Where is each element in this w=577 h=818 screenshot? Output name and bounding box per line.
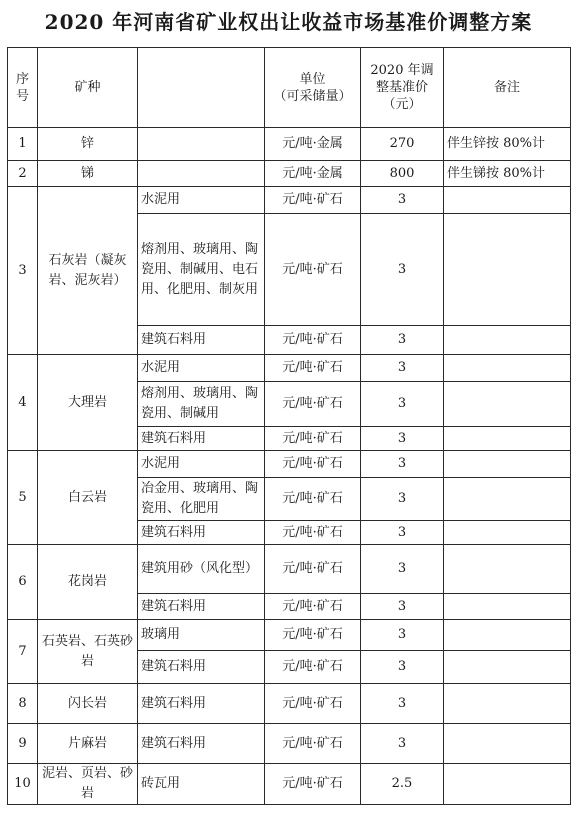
note-cell xyxy=(444,451,571,478)
usage-cell: 水泥用 xyxy=(138,355,265,382)
unit-cell: 元/吨·矿石 xyxy=(265,451,361,478)
note-cell xyxy=(444,620,571,651)
unit-cell: 元/吨·金属 xyxy=(265,128,361,161)
unit-cell: 元/吨·矿石 xyxy=(265,427,361,451)
usage-cell: 建筑石料用 xyxy=(138,326,265,355)
header-unit: 单位 （可采储量） xyxy=(265,48,361,128)
table-row xyxy=(8,355,571,382)
table-row xyxy=(8,451,571,478)
note-cell xyxy=(444,214,571,326)
mineral-name: 锌 xyxy=(38,128,138,161)
mineral-name: 闪长岩 xyxy=(38,684,138,724)
table-row xyxy=(8,684,571,724)
row-number: 9 xyxy=(8,724,38,764)
price-cell: 3 xyxy=(361,427,444,451)
usage-cell: 建筑石料用 xyxy=(138,427,265,451)
usage-cell: 建筑石料用 xyxy=(138,651,265,684)
unit-cell: 元/吨·矿石 xyxy=(265,594,361,620)
usage-cell: 冶金用、玻璃用、陶瓷用、化肥用 xyxy=(138,478,265,521)
row-number: 4 xyxy=(8,355,38,451)
usage-cell: 熔剂用、玻璃用、陶瓷用、制碱用、电石用、化肥用、制灰用 xyxy=(138,214,265,326)
table-row xyxy=(8,724,571,764)
table-row xyxy=(8,161,571,187)
price-cell: 3 xyxy=(361,594,444,620)
row-number: 3 xyxy=(8,187,38,355)
price-cell: 3 xyxy=(361,684,444,724)
note-cell xyxy=(444,326,571,355)
note-cell: 伴生锑按 80%计 xyxy=(444,161,571,187)
usage-cell: 建筑石料用 xyxy=(138,684,265,724)
price-cell: 3 xyxy=(361,355,444,382)
mineral-name: 石灰岩（凝灰岩、泥灰岩） xyxy=(38,187,138,355)
note-cell xyxy=(444,651,571,684)
table-row xyxy=(8,187,571,214)
mineral-name: 大理岩 xyxy=(38,355,138,451)
mineral-name: 白云岩 xyxy=(38,451,138,545)
unit-cell: 元/吨·金属 xyxy=(265,161,361,187)
note-cell xyxy=(444,724,571,764)
price-cell: 270 xyxy=(361,128,444,161)
usage-cell: 水泥用 xyxy=(138,451,265,478)
price-cell: 3 xyxy=(361,382,444,427)
price-cell: 3 xyxy=(361,651,444,684)
usage-cell: 建筑用砂（风化型） xyxy=(138,545,265,594)
note-cell xyxy=(444,427,571,451)
unit-cell: 元/吨·矿石 xyxy=(265,724,361,764)
price-cell: 3 xyxy=(361,214,444,326)
note-cell: 伴生锌按 80%计 xyxy=(444,128,571,161)
row-number: 6 xyxy=(8,545,38,620)
note-cell xyxy=(444,594,571,620)
unit-cell: 元/吨·矿石 xyxy=(265,684,361,724)
unit-cell: 元/吨·矿石 xyxy=(265,545,361,594)
mineral-name: 锑 xyxy=(38,161,138,187)
usage-cell: 建筑石料用 xyxy=(138,521,265,545)
price-cell: 3 xyxy=(361,451,444,478)
header-note: 备注 xyxy=(444,48,571,128)
unit-cell: 元/吨·矿石 xyxy=(265,764,361,805)
usage-cell xyxy=(138,161,265,187)
note-cell xyxy=(444,521,571,545)
price-cell: 3 xyxy=(361,187,444,214)
mineral-name: 花岗岩 xyxy=(38,545,138,620)
mineral-name: 泥岩、页岩、砂岩 xyxy=(38,764,138,805)
mineral-name: 石英岩、石英砂岩 xyxy=(38,620,138,684)
table-row xyxy=(8,764,571,805)
usage-cell xyxy=(138,128,265,161)
header-price: 2020 年调整基准价 （元） xyxy=(361,48,444,128)
note-cell xyxy=(444,478,571,521)
table-row xyxy=(8,620,571,651)
price-cell: 3 xyxy=(361,521,444,545)
row-number: 10 xyxy=(8,764,38,805)
note-cell xyxy=(444,545,571,594)
price-cell: 3 xyxy=(361,620,444,651)
row-number: 7 xyxy=(8,620,38,684)
mineral-name: 片麻岩 xyxy=(38,724,138,764)
price-cell: 3 xyxy=(361,326,444,355)
row-number: 5 xyxy=(8,451,38,545)
usage-cell: 砖瓦用 xyxy=(138,764,265,805)
unit-cell: 元/吨·矿石 xyxy=(265,478,361,521)
price-cell: 800 xyxy=(361,161,444,187)
price-cell: 3 xyxy=(361,545,444,594)
unit-cell: 元/吨·矿石 xyxy=(265,620,361,651)
note-cell xyxy=(444,187,571,214)
row-number: 2 xyxy=(8,161,38,187)
unit-cell: 元/吨·矿石 xyxy=(265,521,361,545)
usage-cell: 建筑石料用 xyxy=(138,724,265,764)
table-row xyxy=(8,545,571,594)
usage-cell: 玻璃用 xyxy=(138,620,265,651)
price-table xyxy=(7,47,571,805)
usage-cell: 熔剂用、玻璃用、陶瓷用、制碱用 xyxy=(138,382,265,427)
unit-cell: 元/吨·矿石 xyxy=(265,651,361,684)
unit-cell: 元/吨·矿石 xyxy=(265,355,361,382)
header-use xyxy=(138,48,265,128)
table-row xyxy=(8,128,571,161)
price-cell: 3 xyxy=(361,478,444,521)
note-cell xyxy=(444,684,571,724)
price-cell: 2.5 xyxy=(361,764,444,805)
unit-cell: 元/吨·矿石 xyxy=(265,382,361,427)
note-cell xyxy=(444,764,571,805)
note-cell xyxy=(444,382,571,427)
header-no: 序号 xyxy=(8,48,38,128)
note-cell xyxy=(444,355,571,382)
unit-cell: 元/吨·矿石 xyxy=(265,214,361,326)
usage-cell: 建筑石料用 xyxy=(138,594,265,620)
header-row xyxy=(8,48,571,128)
row-number: 1 xyxy=(8,128,38,161)
unit-cell: 元/吨·矿石 xyxy=(265,326,361,355)
usage-cell: 水泥用 xyxy=(138,187,265,214)
unit-cell: 元/吨·矿石 xyxy=(265,187,361,214)
document-title: 2020 年河南省矿业权出让收益市场基准价调整方案 xyxy=(44,10,533,34)
row-number: 8 xyxy=(8,684,38,724)
price-cell: 3 xyxy=(361,724,444,764)
header-mineral: 矿种 xyxy=(38,48,138,128)
